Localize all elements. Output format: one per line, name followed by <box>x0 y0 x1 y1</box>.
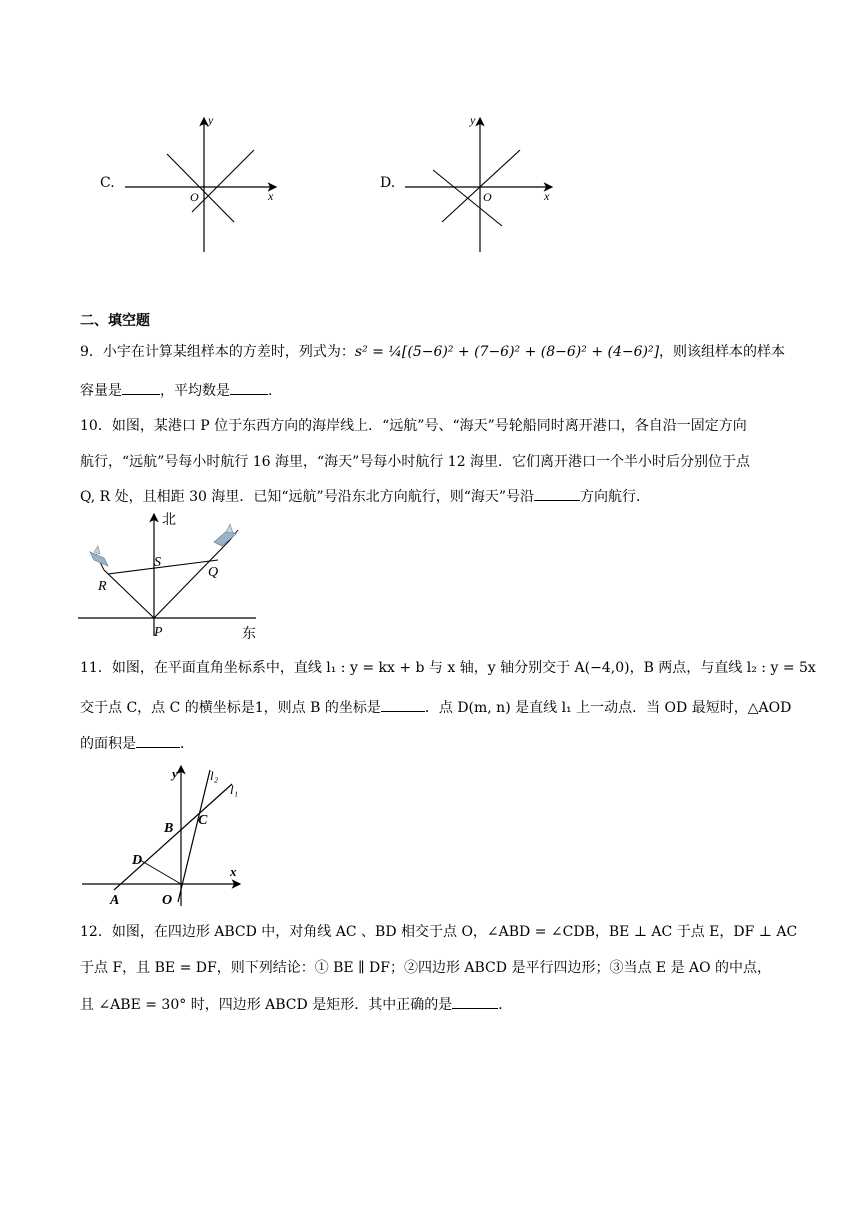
q10-blank[interactable] <box>534 486 580 501</box>
q10-figure <box>78 508 268 642</box>
y-label: y <box>208 113 214 127</box>
line-increasing <box>442 150 520 222</box>
q9-prefix: 9．小宇在计算某组样本的方差时，列式为： <box>80 344 355 360</box>
point-D: D <box>132 853 143 868</box>
q9-formula: s² = ¼[(5−6)² + (7−6)² + (8−6)² + (4−6)²] <box>354 344 660 360</box>
line-PQ <box>154 540 230 618</box>
line-l1 <box>114 784 232 890</box>
q10-text-a: Q, R 处，且相距 30 海里．已知“远航”号沿东北方向航行，则“海天”号沿 <box>80 489 535 505</box>
q11-text-a: 交于点 C，点 C 的横坐标是1，则点 B 的坐标是 <box>80 700 381 716</box>
line-decreasing <box>167 154 234 222</box>
q11-blank-2[interactable] <box>136 733 180 748</box>
q9-text-a: 容量是 <box>80 383 122 399</box>
q9-line2 <box>80 380 272 401</box>
q10-line1: 10．如图，某港口 P 位于东西方向的海岸线上．“远航”号、“海天”号轮船同时离开港口，各自沿一固定方向 <box>80 418 747 434</box>
q11-text-c: 的面积是 <box>80 736 136 752</box>
point-Q: Q <box>208 565 219 580</box>
y-label: y <box>172 766 178 781</box>
q10-line2: 航行，“远航”号每小时航行 16 海里，“海天”号每小时航行 12 海里．它们离开港口一个半小时后分别位于点 <box>80 454 751 470</box>
q9-text-b: ，平均数是 <box>160 383 230 399</box>
l2-label: l₂ <box>210 768 219 783</box>
point-C: C <box>198 813 208 828</box>
q12-line1: 12．如图，在四边形 ABCD 中，对角线 AC 、BD 相交于点 O，∠ABD = ∠CDB，BE ⊥ AC 于点 E，DF ⊥ AC <box>80 924 798 940</box>
option-d-graph <box>400 112 560 257</box>
q9-blank-2[interactable] <box>230 380 268 395</box>
q9-line1 <box>80 342 785 362</box>
line-RQ <box>108 560 218 574</box>
q12-blank[interactable] <box>452 994 498 1009</box>
ship-icon-yuanhang <box>214 524 236 546</box>
north-label: 北 <box>162 512 176 528</box>
q10-line3 <box>80 486 650 507</box>
q10-text-b: 方向航行． <box>580 489 651 505</box>
option-c-label: C. <box>100 175 115 191</box>
q11-text-b: ．点 D(m, n) 是直线 l₁ 上一动点．当 OD 最短时，△AOD <box>424 700 792 716</box>
option-c-graph <box>120 112 280 257</box>
x-label: x <box>544 189 550 203</box>
q11-line3 <box>80 733 194 754</box>
q12-text-a: 且 ∠ABE = 30° 时，四边形 ABCD 是矩形．其中正确的是 <box>80 997 453 1013</box>
q12-text-b: ． <box>498 997 513 1013</box>
point-B: B <box>164 821 174 836</box>
q9-blank-1[interactable] <box>122 380 160 395</box>
q11-figure <box>80 760 260 910</box>
q11-line1: 11．如图，在平面直角坐标系中，直线 l₁ : y = kx + b 与 x 轴，y 轴分别交于 A(−4,0)，B 两点，与直线 l₂ : y = 5x <box>80 660 816 676</box>
point-R: R <box>98 579 107 594</box>
section-title: 二、填空题 <box>80 313 150 329</box>
q9-text-c: . <box>268 383 273 399</box>
point-O: O <box>162 893 173 908</box>
q9-suffix: ，则该组样本的样本 <box>659 344 786 360</box>
x-label: x <box>230 864 237 879</box>
line-PR <box>104 570 154 618</box>
option-d-label: D. <box>380 175 396 191</box>
q12-line3 <box>80 994 512 1015</box>
point-S: S <box>154 555 161 570</box>
q11-text-d: ． <box>180 736 194 752</box>
ship-icon-haitian <box>90 546 108 566</box>
y-label: y <box>470 113 476 127</box>
line-increasing <box>192 150 254 212</box>
line-l2 <box>178 770 210 902</box>
origin-label: O <box>190 190 199 204</box>
east-label: 东 <box>242 626 256 642</box>
segment-OD <box>140 860 181 884</box>
origin-label: O <box>483 190 492 204</box>
point-A: A <box>110 893 120 908</box>
q11-blank-1[interactable] <box>381 697 425 712</box>
l1-label: l₁ <box>230 782 239 797</box>
point-P: P <box>154 625 163 640</box>
x-label: x <box>268 189 274 203</box>
q12-line2: 于点 F，且 BE = DF，则下列结论：① BE ∥ DF；②四边形 ABCD 是平行四边形；③当点 E 是 AO 的中点， <box>80 960 772 976</box>
q11-line2 <box>80 697 791 718</box>
